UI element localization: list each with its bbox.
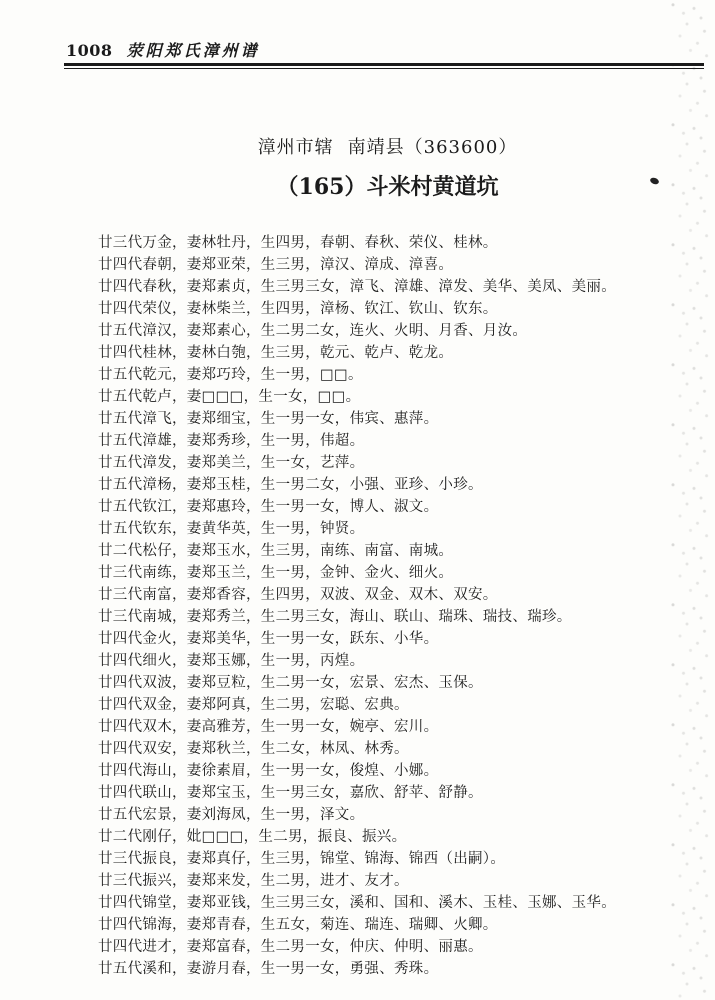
entry-line: 廿四代进才，妻郑富春，生二男一女，仲庆、仲明、丽惠。 <box>98 939 483 955</box>
header-rule-thick <box>64 63 704 66</box>
genealogy-entries <box>98 232 698 980</box>
entry-line: 廿五代漳发，妻郑美兰，生一女，艺萍。 <box>98 455 365 471</box>
entry-line: 廿五代溪和，妻游月春，生一男一女，勇强、秀珠。 <box>98 961 439 977</box>
entry-line: 廿三代南城，妻郑秀兰，生二男三女，海山、联山、瑞珠、瑞技、瑞珍。 <box>98 609 572 625</box>
entry-line: 廿五代乾元，妻郑巧玲，生一男，□□。 <box>98 367 363 383</box>
page-number: 1008 <box>66 41 113 60</box>
entry-line: 廿五代漳杨，妻郑玉桂，生一男二女，小强、亚珍、小珍。 <box>98 477 483 493</box>
entry-line: 廿四代锦堂，妻郑亚钱，生三男三女，溪和、国和、溪木、玉桂、玉娜、玉华。 <box>98 895 616 911</box>
entry-line: 廿四代春秋，妻郑素贞，生三男三女，漳飞、漳雄、漳发、美华、美凤、美丽。 <box>98 279 616 295</box>
entry-line: 廿三代振良，妻郑真仔，生三男，锦堂、锦海、锦西（出嗣）。 <box>98 851 506 867</box>
entry-line: 廿四代荣仪，妻林柴兰，生四男，漳杨、钦江、钦山、钦东。 <box>98 301 498 317</box>
entry-line: 廿五代漳雄，妻郑秀珍，生一男，伟超。 <box>98 433 365 449</box>
entry-line: 廿三代南富，妻郑香容，生四男，双波、双金、双木、双安。 <box>98 587 498 603</box>
entry-line: 廿四代细火，妻郑玉娜，生一男，丙煌。 <box>98 653 365 669</box>
entry-line: 廿三代南练，妻郑玉兰，生一男，金钟、金火、细火。 <box>98 565 454 581</box>
entry-line: 廿四代双木，妻高雅芳，生一男一女，婉亭、宏川。 <box>98 719 439 735</box>
region-prefix: 漳州市辖 <box>257 137 334 158</box>
entry-line: 廿二代刚仔，妣□□□，生二男，振良、振兴。 <box>98 829 407 845</box>
entry-line: 廿五代乾卢，妻□□□，生一女，□□。 <box>98 389 361 405</box>
header-rule-thin <box>64 68 704 69</box>
entry-line: 廿五代漳飞，妻郑细宝，生一男一女，伟宾、惠萍。 <box>98 411 439 427</box>
entry-line: 廿四代双金，妻郑阿真，生二男，宏聪、宏典。 <box>98 697 409 713</box>
entry-line: 廿四代双波，妻郑豆粒，生二男一女，宏景、宏杰、玉保。 <box>98 675 483 691</box>
entry-line: 廿四代桂林，妻林白匏，生三男，乾元、乾卢、乾龙。 <box>98 345 454 361</box>
region-county: 南靖县（363600） <box>347 137 518 158</box>
entry-line: 廿四代双安，妻郑秋兰，生二女，林凤、林秀。 <box>98 741 409 757</box>
village-title: （165）斗米村黄道坑 <box>276 174 499 200</box>
book-title: 荥阳郑氏漳州谱 <box>126 41 260 60</box>
entry-line: 廿三代振兴，妻郑来发，生二男，进才、友才。 <box>98 873 409 889</box>
entry-line: 廿四代海山，妻徐素眉，生一男一女，俊煌、小娜。 <box>98 763 439 779</box>
entry-line: 廿四代锦海，妻郑青春，生五女，菊连、瑞连、瑞卿、火卿。 <box>98 917 498 933</box>
entry-line: 廿三代万金，妻林牡丹，生四男，春朝、春秋、荣仪、桂林。 <box>98 235 498 251</box>
entry-line: 廿四代联山，妻郑宝玉，生一男三女，嘉欣、舒苹、舒静。 <box>98 785 483 801</box>
entry-line: 廿五代钦东，妻黄华英，生一男，钟贤。 <box>98 521 365 537</box>
entry-line: 廿四代金火，妻郑美华，生一男一女，跃东、小华。 <box>98 631 439 647</box>
entry-line: 廿五代钦江，妻郑惠玲，生一男一女，博人、淑文。 <box>98 499 439 515</box>
running-header <box>66 38 260 61</box>
entry-line: 廿四代春朝，妻郑亚荣，生三男，漳汉、漳成、漳喜。 <box>98 257 454 273</box>
entry-line: 廿二代松仔，妻郑玉水，生三男，南练、南富、南城。 <box>98 543 454 559</box>
entry-line: 廿五代宏景，妻刘海凤，生一男，泽文。 <box>98 807 365 823</box>
entry-line: 廿五代漳汉，妻郑素心，生二男二女，连火、火明、月香、月汝。 <box>98 323 528 339</box>
region-heading <box>0 133 715 159</box>
